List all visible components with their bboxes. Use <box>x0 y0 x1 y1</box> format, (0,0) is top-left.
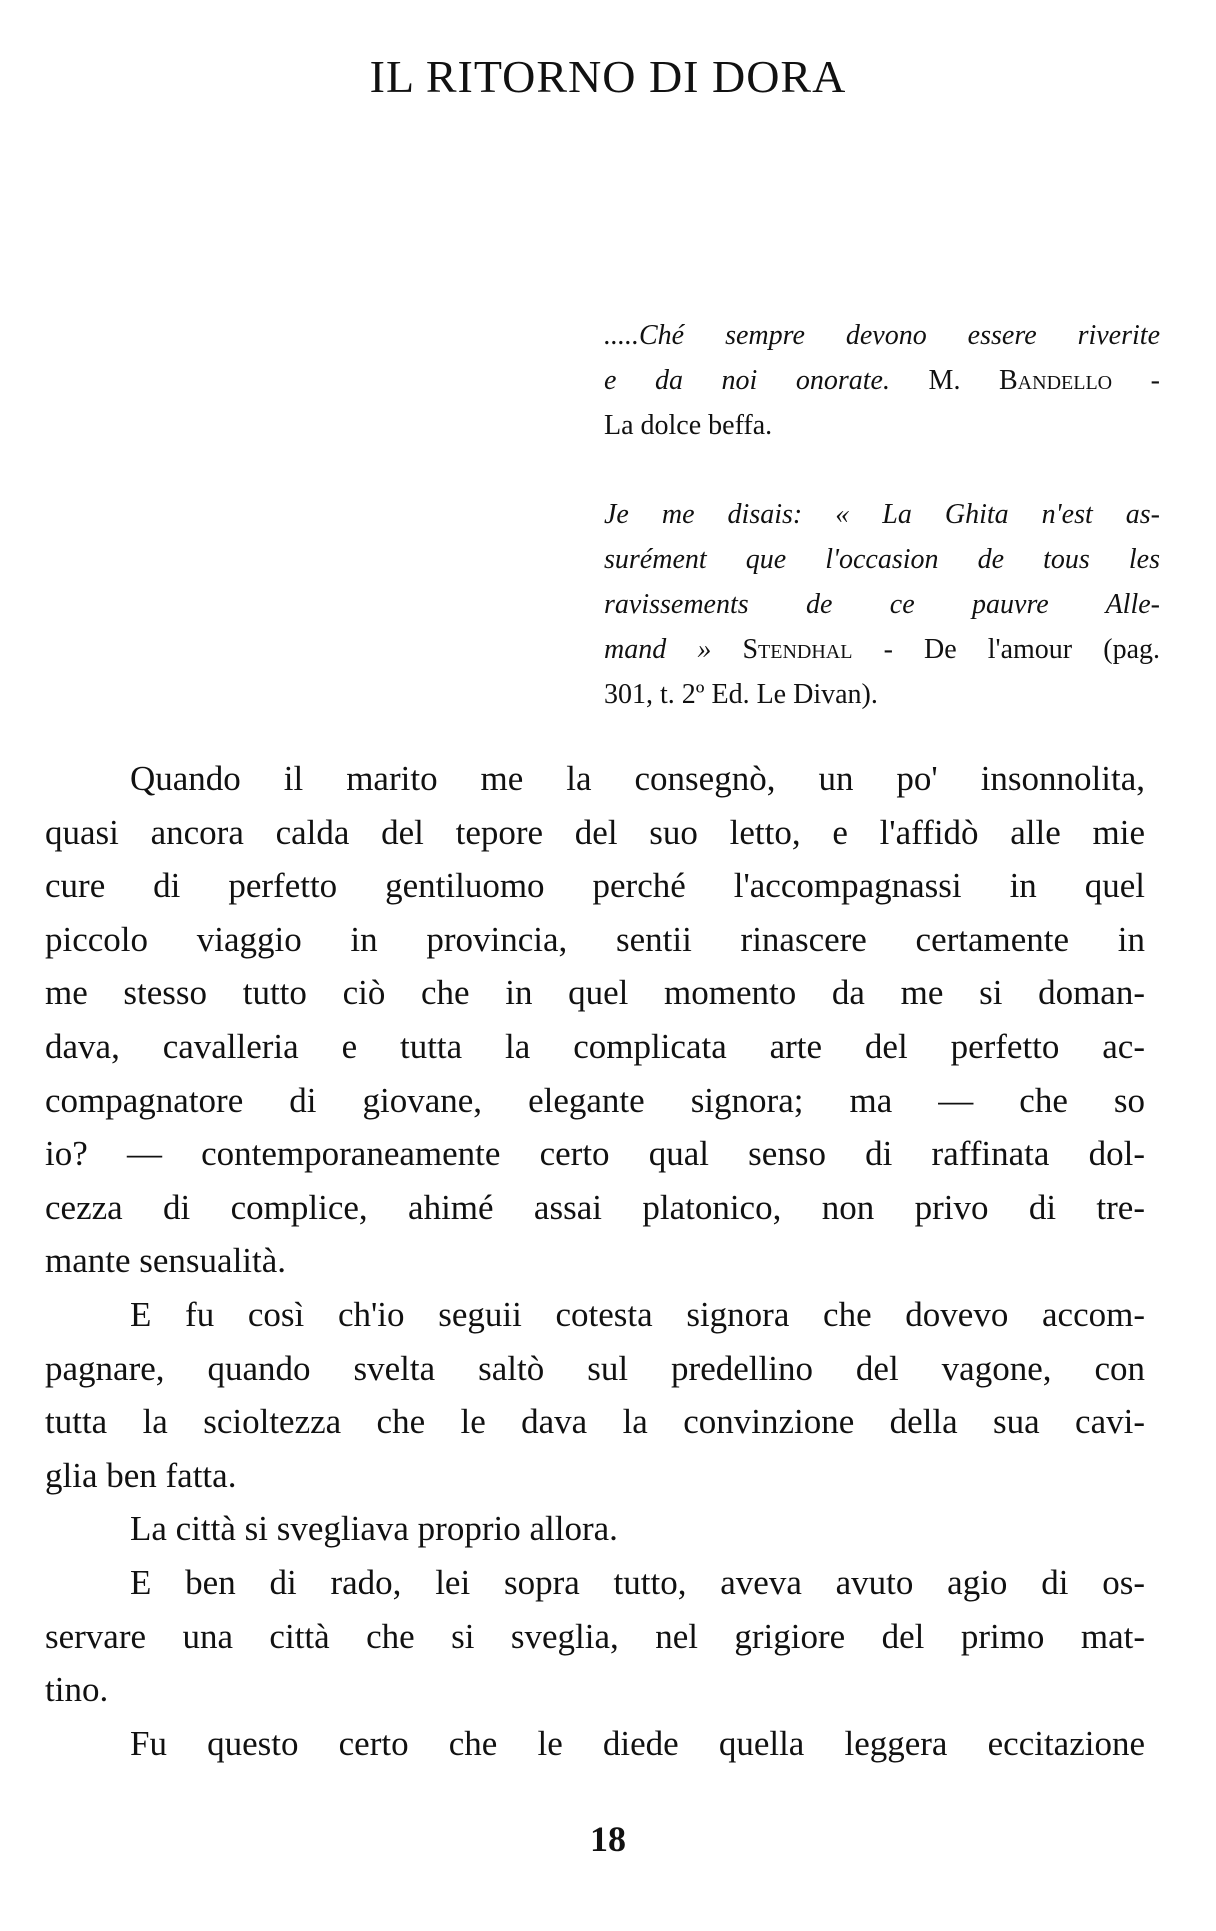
epigraph-line <box>604 358 1160 403</box>
epigraph-italic-text: e da noi onorate. <box>604 365 890 396</box>
epigraph-line <box>604 582 1160 627</box>
epigraph-line <box>604 403 1160 448</box>
epigraph-roman-text: 301, t. 2º Ed. Le Divan). <box>604 679 878 710</box>
epigraph-source-text: - <box>1112 365 1160 396</box>
text-line: glia ben fatta. <box>45 1455 237 1495</box>
text-line: tutta la scioltezza che le dava la convinzione della sua cavi- <box>45 1402 1145 1442</box>
epigraph-line <box>604 313 1160 358</box>
text-line: La città si svegliava proprio allora. <box>130 1509 618 1549</box>
epigraph-italic-text: ravissements de ce pauvre Alle- <box>604 589 1160 620</box>
text-line: io? — contemporaneamente certo qual senso di raffinata dol- <box>45 1134 1145 1174</box>
text-line: cure di perfetto gentiluomo perché l'accompagnassi in quel <box>45 866 1145 906</box>
text-line: dava, cavalleria e tutta la complicata arte del perfetto ac- <box>45 1026 1145 1066</box>
text-line: Fu questo certo che le diede quella leggera eccitazione <box>130 1723 1145 1763</box>
epigraph-author: Stendhal <box>742 634 853 665</box>
epigraph-bandello <box>604 313 1160 448</box>
epigraph-author: Bandello <box>999 365 1113 396</box>
epigraph-italic-text: .....Ché sempre devono essere riverite <box>604 320 1160 351</box>
text-line: tino. <box>45 1670 109 1710</box>
epigraph-line <box>604 672 1160 717</box>
text-line: cezza di complice, ahimé assai platonico, non privo di tre- <box>45 1187 1145 1227</box>
epigraph-stendhal <box>604 492 1160 717</box>
epigraph-line <box>604 492 1160 537</box>
epigraph-roman-text: La dolce beffa. <box>604 410 773 441</box>
epigraph-italic-text: surément que l'occasion de tous les <box>604 544 1160 575</box>
text-line: E ben di rado, lei sopra tutto, aveva avuto agio di os- <box>130 1562 1145 1602</box>
text-line: pagnare, quando svelta saltò sul predellino del vagone, con <box>45 1348 1145 1388</box>
text-line: mante sensualità. <box>45 1241 287 1281</box>
text-line: piccolo viaggio in provincia, sentii rinascere certamente in <box>45 919 1145 959</box>
text-line: me stesso tutto ciò che in quel momento da me si doman- <box>45 973 1145 1013</box>
epigraph-roman-text <box>711 634 742 665</box>
page-number: 18 <box>590 1819 626 1859</box>
epigraph-line <box>604 537 1160 582</box>
epigraph-source-text: - De l'amour (pag. <box>852 634 1160 665</box>
text-line: Quando il marito me la consegnò, un po' insonnolita, <box>130 759 1145 798</box>
body-text <box>45 752 1145 1770</box>
chapter-title: IL RITORNO DI DORA <box>369 51 847 102</box>
epigraph-italic-text: Je me disais: « La Ghita n'est as- <box>604 499 1160 530</box>
epigraph-italic-text: mand » <box>604 634 712 665</box>
epigraph-roman-text: M. <box>889 365 999 396</box>
text-line: servare una città che si sveglia, nel grigiore del primo mat- <box>45 1616 1145 1656</box>
epigraph-line <box>604 627 1160 672</box>
text-line: quasi ancora calda del tepore del suo letto, e l'affidò alle mie <box>45 812 1145 852</box>
text-line: E fu così ch'io seguii cotesta signora che dovevo accom- <box>130 1294 1145 1334</box>
text-line: compagnatore di giovane, elegante signora; ma — che so <box>45 1080 1145 1120</box>
